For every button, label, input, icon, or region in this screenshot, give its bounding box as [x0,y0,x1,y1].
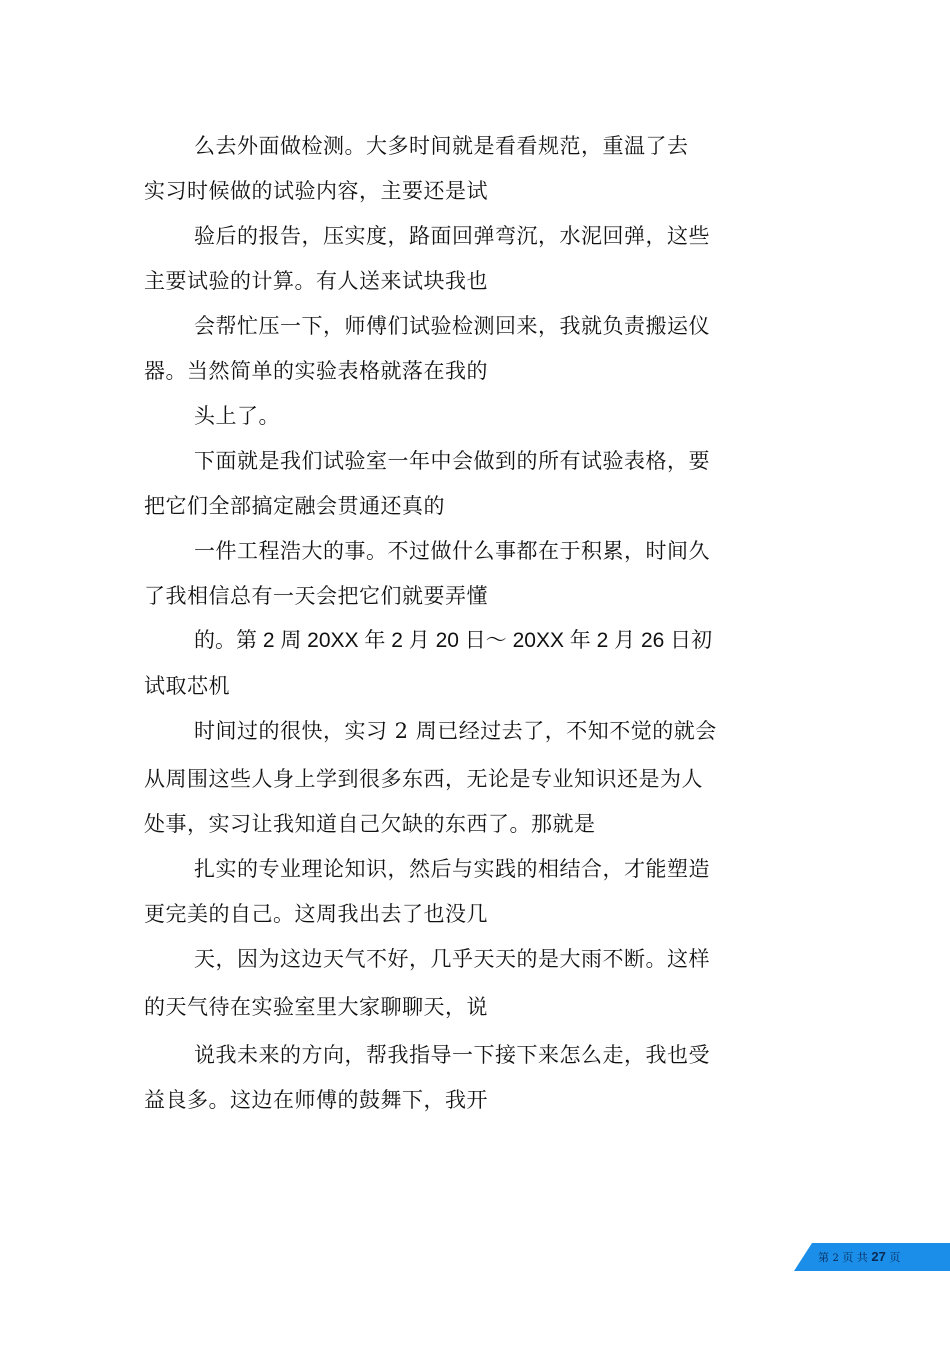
page-suffix: 页 [889,1251,901,1264]
text-line: 天，因为这边天气不好，几乎天天的是大雨不断。这样 [194,947,710,971]
text-line-date-range: 的。第 2 周 20XX 年 2 月 20 日～ 20XX 年 2 月 26 日初 [194,629,713,652]
text-line: 器。当然简单的实验表格就落在我的 [144,359,488,383]
text-line: 把它们全部搞定融会贯通还真的 [144,494,445,518]
text-line: 的天气待在实验室里大家聊聊天，说 [144,995,488,1019]
page-prefix: 第 [818,1251,829,1264]
page-mid: 页 共 [842,1251,868,1264]
text-line: 了我相信总有一天会把它们就要弄懂 [144,584,488,608]
text-line: 处事，实习让我知道自己欠缺的东西了。那就是 [144,812,596,836]
text-line: 从周围这些人身上学到很多东西，无论是专业知识还是为人 [144,767,703,791]
text-line: 会帮忙压一下，师傅们试验检测回来，我就负责搬运仪 [194,314,710,338]
text-line: 益良多。这边在师傅的鼓舞下，我开 [144,1088,488,1112]
text-line: 时间过的很快，实习 2 周已经过去了，不知不觉的就会 [194,719,717,743]
current-page-number: 2 [832,1253,839,1264]
text-line: 试取芯机 [144,674,230,698]
page-number-label [818,1248,900,1268]
text-line: 下面就是我们试验室一年中会做到的所有试验表格，要 [194,449,710,473]
total-page-count: 27 [871,1249,886,1264]
text-line: 主要试验的计算。有人送来试块我也 [144,269,488,293]
text-line: 扎实的专业理论知识，然后与实践的相结合，才能塑造 [194,857,710,881]
text-line: 实习时候做的试验内容，主要还是试 [144,179,488,203]
text-line: 么去外面做检测。大多时间就是看看规范，重温了去 [194,134,689,158]
text-line: 一件工程浩大的事。不过做什么事都在于积累，时间久 [194,539,710,563]
text-line: 更完美的自己。这周我出去了也没几 [144,902,488,926]
text-line: 头上了。 [194,404,280,428]
text-line: 说我未来的方向，帮我指导一下接下来怎么走，我也受 [194,1043,710,1067]
text-line: 验后的报告，压实度，路面回弹弯沉，水泥回弹，这些 [194,224,710,248]
